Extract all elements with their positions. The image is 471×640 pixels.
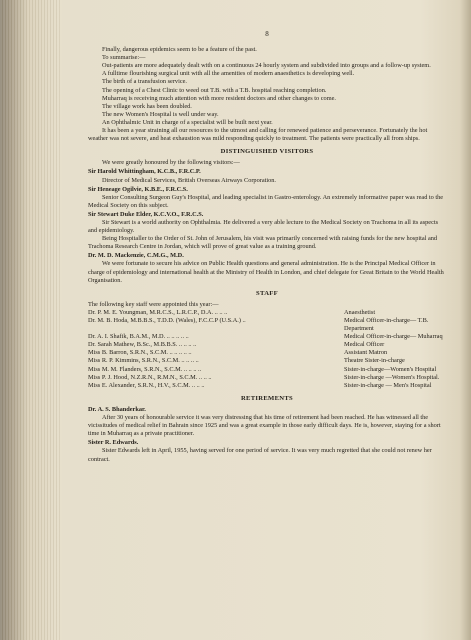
document-page: [88, 30, 446, 630]
visitor-entry: [88, 211, 446, 251]
staff-name: Dr. M. B. Hoda, M.B.B.S., T.D.D. (Wales), F.C.C.P (U.S.A.) ..: [88, 317, 246, 324]
summarise-label: To summarise:—: [102, 54, 146, 62]
summary-item: A fulltime flourishing surgical unit with all the amenities of modern anaesthetics is developing well.: [102, 70, 355, 78]
staff-role: Medical Officer-in-charge— Muharraq: [344, 333, 443, 341]
summary-item: The new Women's Hospital is well under way.: [102, 110, 219, 118]
staff-row: [88, 317, 446, 333]
book-page-edges: [0, 0, 62, 640]
visitor-name: Sir Harold Whittingham, K.C.B., F.R.C.P.: [88, 168, 201, 176]
staff-row: [88, 366, 446, 374]
staff-intro: The following key staff were appointed this year:—: [88, 300, 219, 308]
staff-name: Miss R. P. Kimmins, S.R.N., S.C.M. .. .. .. ..: [88, 357, 199, 365]
summary-item: Muharraq is receiving much attention with more resident doctors and other changes to come.: [102, 94, 336, 102]
staff-row: [88, 374, 446, 382]
visitor-entry: [88, 252, 446, 284]
staff-role: Sister-in-charge—Women's Hospital: [344, 365, 437, 373]
staff-name: Dr. P. M. E. Youngman, M.R.C.S., L.R.C.P., D.A. .. .. ..: [88, 308, 228, 316]
staff-name: Miss P. J. Hood, N.Z.R.N., R.M.N., S.C.M. .. .. ..: [88, 373, 212, 381]
retirement-detail: After 30 years of honourable service it was very distressing that his time of retirement had been reached. He has witnessed all the vicissitudes of medical relief in Bahrain since 1925 and was a great example in those early difficult days. He is, however, staying for a short time in Muharraq as a private practitioner.: [88, 414, 441, 438]
staff-role: Theatre Sister-in-charge: [344, 357, 405, 365]
summary-item: An Ophthalmic Unit in charge of a specialist will be built next year.: [102, 118, 273, 126]
staff-name: Miss M. M. Flanders, S.R.N., S.C.M. .. .. .. ..: [88, 365, 202, 373]
visitor-name: Sir Stewart Duke Elder, K.C.V.O., F.R.C.S.: [88, 210, 204, 218]
retiree-name: Dr. A. S. Bhanderkar.: [88, 405, 146, 413]
staff-role: Assistant Matron: [344, 349, 388, 357]
visitor-detail: We were fortunate to secure his advice on Public Health questions and general administration. He is the Principal Medical Officer in charge of epidemiology and international health at the Ministry of Health in London, and chief delegate for Great Britain to the World Health Organisation.: [88, 260, 444, 284]
staff-row: [88, 309, 446, 317]
staff-heading: STAFF: [256, 289, 278, 297]
visitor-detail: Being Hospitaller to the Order of St. John of Jerusalem, his visit was primarily concerned with raising funds for the new hospital and Trachoma Research Centre in Jordan, which will prove of great value as a training ground.: [88, 235, 438, 251]
staff-role: Anaesthetist: [344, 308, 376, 316]
intro-line: Finally, dangerous epidemics seem to be a feature of the past.: [102, 46, 257, 54]
visitors-heading: DISTINGUISHED VISITORS: [220, 148, 314, 156]
staff-row: [88, 333, 446, 341]
staff-role: Sister-in-charge — Men's Hospital: [344, 381, 432, 389]
visitor-name: Sir Heneage Ogilvie, K.B.E., F.R.C.S.: [88, 185, 188, 193]
retirement-entry: [88, 439, 446, 463]
staff-role: Medical Officer-in-charge— T.B. Department: [344, 317, 429, 333]
page-number: 8: [265, 30, 269, 38]
retiree-name: Sister R. Edwards.: [88, 439, 139, 447]
staff-row: [88, 341, 446, 349]
visitor-detail: Senior Consulting Surgeon Guy's Hospital, and leading specialist in Gastro-enterology. An extremely informative paper was read to the Medical Society on this subject.: [88, 193, 444, 209]
visitor-entry: [88, 168, 446, 184]
visitor-detail: Director of Medical Services, British Overseas Airways Corporation.: [102, 176, 276, 184]
staff-name: Dr. A. I. Shafik, B.A.M., M.D. .. .. .. .. ..: [88, 333, 189, 341]
visitor-name: Dr. M. D. Mackenzie, C.M.G., M.D.: [88, 252, 184, 260]
staff-row: [88, 349, 446, 357]
staff-row: [88, 357, 446, 365]
staff-name: Miss E. Alexander, S.R.N., H.V., S.C.M. .. .. ..: [88, 381, 205, 389]
retirement-detail: Sister Edwards left in April, 1955, having served for one period of service. It was very much regretted that she could not renew her contract.: [88, 447, 432, 463]
summary-item: The village work has been doubled.: [102, 102, 192, 110]
visitor-detail: Sir Stewart is a world authority on Ophthalmia. He delivered a very able lecture to the Medical Society on Trachoma in all its aspects and epidemiology.: [88, 218, 439, 235]
summary-item: The birth of a transfusion service.: [102, 78, 187, 86]
retirement-entry: [88, 406, 446, 438]
staff-row: [88, 382, 446, 390]
visitors-intro: We were greatly honoured by the following visitors:—: [102, 159, 240, 167]
summary-item: Out-patients are more adequately dealt with on a continuous 24 hourly system and subdivided into groups and a follow-up system.: [102, 62, 431, 70]
staff-name: Miss B. Barron, S.R.N., S.C.M. .. .. .. .. ..: [88, 349, 192, 357]
summary-list: [88, 62, 446, 143]
staff-list: [88, 309, 446, 390]
visitor-entry: [88, 186, 446, 210]
staff-role: Medical Officer: [344, 341, 385, 349]
staff-role: Sister-in-charge —Women's Hospital.: [344, 373, 440, 381]
summary-item: It has been a year straining all our resources to the utmost and calling for renewed patience and perseverance. Fortunately the hot weather was not severe, and heat exhaustion was mild responding quickly to treatment. The patients were practically all from ships.: [88, 127, 428, 143]
staff-name: Dr. Sarah Mathew, B.Sc., M.B.B.S. .. .. .. ..: [88, 341, 197, 349]
summary-item: The opening of a Chest Clinic to weed out T.B. with a T.B. hospital reaching completion.: [102, 86, 327, 94]
retirements-heading: RETIREMENTS: [240, 394, 294, 402]
